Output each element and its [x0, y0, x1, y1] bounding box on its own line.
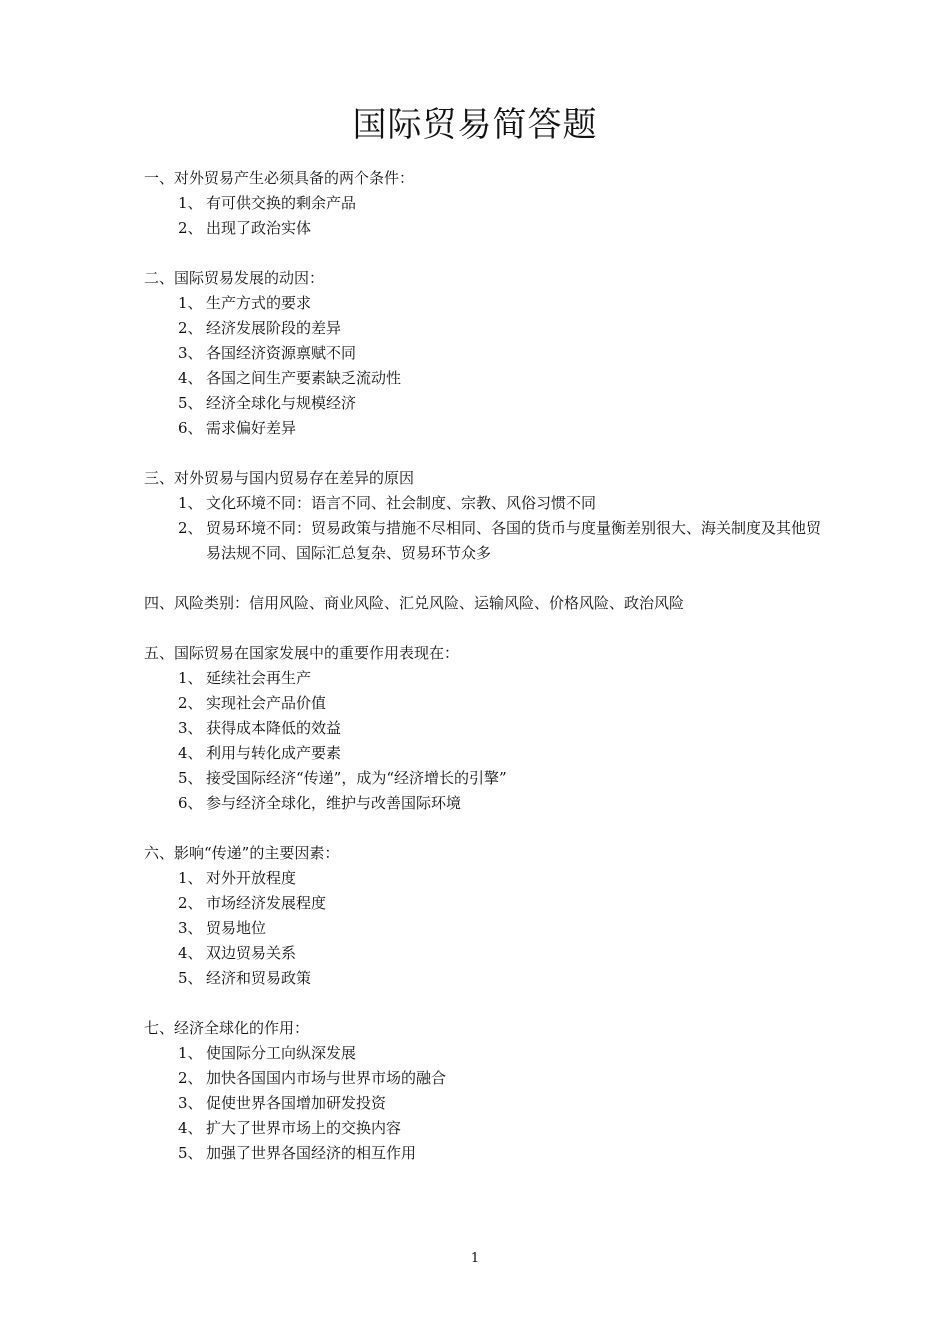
item-text: 经济发展阶段的差异 — [206, 319, 342, 337]
item-text: 扩大了世界市场上的交换内容 — [206, 1119, 402, 1137]
item-text: 贸易地位 — [206, 919, 267, 937]
item-number: 1、 — [178, 1044, 203, 1062]
item-text: 加快各国国内市场与世界市场的融合 — [206, 1069, 447, 1087]
item-text: 各国之间生产要素缺乏流动性 — [206, 369, 402, 387]
section-3 — [144, 466, 824, 566]
list-item — [144, 391, 824, 416]
list-item — [144, 941, 824, 966]
item-text: 出现了政治实体 — [206, 219, 312, 237]
section-heading: 五、国际贸易在国家发展中的重要作用表现在： — [144, 644, 460, 662]
section-heading: 二、国际贸易发展的动因： — [144, 269, 325, 287]
item-number: 1、 — [178, 194, 203, 212]
document-body — [144, 166, 824, 1191]
page-number: 1 — [470, 1251, 480, 1266]
list-item — [144, 766, 824, 791]
item-number: 2、 — [178, 1069, 203, 1087]
document-title: 国际贸易简答题 — [352, 105, 598, 145]
list-item — [144, 691, 824, 716]
list-item — [144, 191, 824, 216]
item-text: 各国经济资源禀赋不同 — [206, 344, 357, 362]
list-item — [144, 1066, 824, 1091]
section-heading: 四、风险类别：信用风险、商业风险、汇兑风险、运输风险、价格风险、政治风险 — [144, 594, 685, 612]
list-item — [144, 291, 824, 316]
item-text: 加强了世界各国经济的相互作用 — [206, 1144, 417, 1162]
item-number: 5、 — [178, 1144, 203, 1162]
item-text: 对外开放程度 — [206, 869, 297, 887]
section-heading: 一、对外贸易产生必须具备的两个条件： — [144, 169, 415, 187]
list-item — [144, 316, 824, 341]
list-item — [144, 491, 824, 516]
item-number: 3、 — [178, 719, 203, 737]
item-number: 4、 — [178, 1119, 203, 1137]
section-heading: 六、影响“传递”的主要因素： — [144, 844, 340, 862]
list-item — [144, 1091, 824, 1116]
item-text: 获得成本降低的效益 — [206, 719, 342, 737]
section-1 — [144, 166, 824, 241]
list-item — [144, 216, 824, 241]
item-text: 双边贸易关系 — [206, 944, 297, 962]
item-text: 实现社会产品价值 — [206, 694, 327, 712]
item-number: 1、 — [178, 494, 203, 512]
list-item — [144, 416, 824, 441]
item-number: 3、 — [178, 1094, 203, 1112]
item-number: 4、 — [178, 369, 203, 387]
item-number: 1、 — [178, 669, 203, 687]
list-item — [144, 1141, 824, 1166]
list-item — [144, 791, 824, 816]
item-number: 1、 — [178, 869, 203, 887]
item-text: 接受国际经济“传递”，成为“经济增长的引擎” — [206, 769, 507, 787]
item-text: 生产方式的要求 — [206, 294, 312, 312]
list-item — [144, 891, 824, 916]
item-number: 2、 — [178, 894, 203, 912]
item-text: 经济全球化与规模经济 — [206, 394, 357, 412]
section-6 — [144, 841, 824, 991]
item-number: 4、 — [178, 944, 203, 962]
item-text: 延续社会再生产 — [206, 669, 312, 687]
item-number: 2、 — [178, 694, 203, 712]
list-item — [144, 516, 824, 566]
list-item — [144, 341, 824, 366]
item-number: 6、 — [178, 419, 203, 437]
list-item — [144, 1041, 824, 1066]
list-item — [144, 666, 824, 691]
item-number: 2、 — [178, 519, 203, 537]
item-number: 3、 — [178, 919, 203, 937]
list-item — [144, 741, 824, 766]
item-text: 市场经济发展程度 — [206, 894, 327, 912]
item-number: 5、 — [178, 969, 203, 987]
item-text: 有可供交换的剩余产品 — [206, 194, 357, 212]
list-item — [144, 366, 824, 391]
item-text: 使国际分工向纵深发展 — [206, 1044, 357, 1062]
item-text: 贸易环境不同：贸易政策与措施不尽相同、各国的货币与度量衡差别很大、海关制度及其他贸易法规不同、国际汇总复杂、贸易环节众多 — [206, 519, 822, 562]
item-number: 5、 — [178, 769, 203, 787]
section-4 — [144, 591, 824, 616]
item-text: 经济和贸易政策 — [206, 969, 312, 987]
section-heading: 七、经济全球化的作用： — [144, 1019, 310, 1037]
list-item — [144, 866, 824, 891]
list-item — [144, 966, 824, 991]
item-number: 2、 — [178, 319, 203, 337]
item-text: 利用与转化成产要素 — [206, 744, 342, 762]
item-number: 6、 — [178, 794, 203, 812]
section-5 — [144, 641, 824, 816]
section-2 — [144, 266, 824, 441]
item-text: 参与经济全球化，维护与改善国际环境 — [206, 794, 462, 812]
item-text: 需求偏好差异 — [206, 419, 297, 437]
item-number: 1、 — [178, 294, 203, 312]
section-7 — [144, 1016, 824, 1166]
list-item — [144, 716, 824, 741]
item-number: 4、 — [178, 744, 203, 762]
item-number: 5、 — [178, 394, 203, 412]
list-item — [144, 916, 824, 941]
item-number: 2、 — [178, 219, 203, 237]
item-text: 促使世界各国增加研发投资 — [206, 1094, 387, 1112]
item-text: 文化环境不同：语言不同、社会制度、宗教、风俗习惯不同 — [206, 494, 597, 512]
item-number: 3、 — [178, 344, 203, 362]
list-item — [144, 1116, 824, 1141]
section-heading: 三、对外贸易与国内贸易存在差异的原因 — [144, 469, 415, 487]
